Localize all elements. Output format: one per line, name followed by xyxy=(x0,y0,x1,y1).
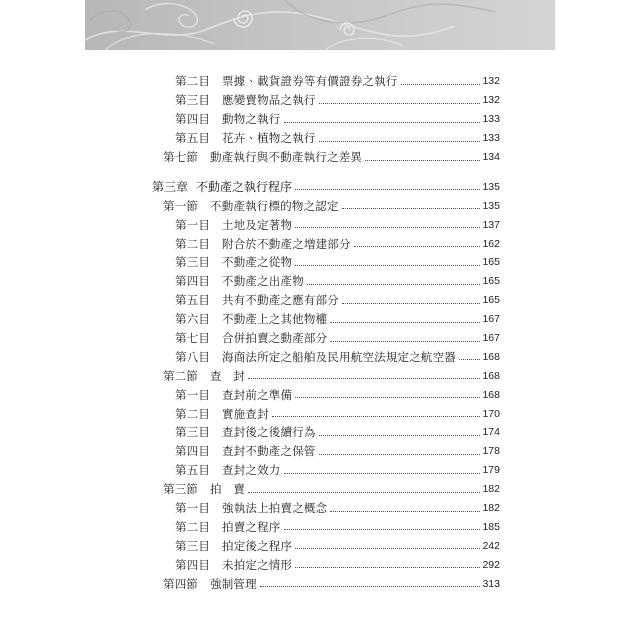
entry-label: 第五目 xyxy=(175,131,211,146)
page-number: 168 xyxy=(482,350,500,363)
dot-leader xyxy=(330,341,480,342)
entry-title: 土地及定著物 xyxy=(222,217,293,232)
dot-leader xyxy=(248,492,480,493)
page-number: 170 xyxy=(482,407,500,420)
chapter-heading xyxy=(152,177,500,196)
entry-label: 第一目 xyxy=(175,217,211,232)
entry-label: 第二目 xyxy=(175,519,211,534)
dot-leader xyxy=(284,529,481,530)
entry-label: 第二目 xyxy=(175,74,211,89)
page-number: 135 xyxy=(482,180,500,193)
toc-entry xyxy=(175,385,500,404)
dot-leader xyxy=(330,322,480,323)
chapter-title: 不動產之執行程序 xyxy=(196,180,293,195)
entry-title: 強制管理 xyxy=(210,576,257,591)
page-number: 178 xyxy=(482,445,500,458)
toc-entry xyxy=(175,499,500,518)
entry-label: 第三節 xyxy=(163,482,199,497)
dot-leader xyxy=(284,473,481,474)
entry-label: 第三目 xyxy=(175,255,211,270)
page-number: 133 xyxy=(482,132,500,145)
toc-entry xyxy=(163,574,500,593)
page-number: 179 xyxy=(482,464,500,477)
dot-leader xyxy=(319,141,481,142)
entry-label: 第二目 xyxy=(175,406,211,421)
page-number: 182 xyxy=(482,483,500,496)
dot-leader xyxy=(295,567,480,568)
entry-title: 拍定後之程序 xyxy=(222,538,293,553)
page-number: 134 xyxy=(482,151,500,163)
page-number: 168 xyxy=(482,369,500,382)
toc-entry xyxy=(175,234,500,253)
dot-leader xyxy=(295,227,480,228)
page-number: 167 xyxy=(482,313,500,326)
dot-leader xyxy=(295,397,480,398)
entry-title: 共有不動產之應有部分 xyxy=(222,293,339,308)
dot-leader xyxy=(248,378,480,379)
dot-leader xyxy=(459,359,480,360)
entry-title: 查封後之後續行為 xyxy=(222,425,316,440)
entry-title: 實施查封 xyxy=(222,406,269,421)
page-number: 165 xyxy=(482,256,500,269)
entry-title: 拍 賣 xyxy=(210,482,246,497)
dot-leader xyxy=(295,265,480,266)
page-number: 135 xyxy=(482,199,500,212)
dot-leader xyxy=(354,246,481,247)
dot-leader xyxy=(401,84,481,85)
entry-label: 第二目 xyxy=(175,236,211,251)
toc-entry xyxy=(163,480,500,499)
entry-label: 第七目 xyxy=(175,331,211,346)
entry-label: 第四目 xyxy=(175,112,211,127)
toc-entry xyxy=(175,329,500,348)
entry-title: 查 封 xyxy=(210,368,246,383)
page-number: 242 xyxy=(482,539,500,552)
page-number: 132 xyxy=(482,94,500,107)
entry-label: 第六目 xyxy=(175,312,211,327)
page-number: 182 xyxy=(482,502,500,515)
dot-leader xyxy=(295,548,480,549)
entry-label: 第八目 xyxy=(175,349,211,364)
dot-leader xyxy=(319,454,481,455)
toc-entry xyxy=(175,310,500,329)
toc-entry xyxy=(175,423,500,442)
entry-title: 應變賣物品之執行 xyxy=(222,93,316,108)
entry-title: 不動產執行標的物之認定 xyxy=(210,198,339,213)
chapter-label: 第三章 xyxy=(152,180,189,195)
dot-leader xyxy=(342,303,480,304)
entry-label: 第四目 xyxy=(175,557,211,572)
toc-entry xyxy=(175,555,500,574)
entry-title: 合併拍賣之動產部分 xyxy=(222,331,328,346)
dot-leader xyxy=(260,586,481,587)
toc-entry xyxy=(175,215,500,234)
entry-title: 查封不動產之保管 xyxy=(222,444,316,459)
toc-entry xyxy=(175,536,500,555)
entry-label: 第一節 xyxy=(163,198,199,213)
entry-label: 第四目 xyxy=(175,444,211,459)
entry-title: 票據、載貨證券等有價證券之執行 xyxy=(222,74,398,89)
entry-label: 第七節 xyxy=(163,150,199,164)
header-banner xyxy=(85,0,555,50)
page-number: 167 xyxy=(482,332,500,345)
page-number: 137 xyxy=(482,218,500,231)
dot-leader xyxy=(365,160,480,161)
toc-entry xyxy=(163,366,500,385)
entry-title: 強執法上拍賣之概念 xyxy=(222,501,328,516)
page-number: 132 xyxy=(482,75,500,88)
page-number: 165 xyxy=(482,294,500,307)
toc-entry xyxy=(175,253,500,272)
entry-title: 花卉、植物之執行 xyxy=(222,131,316,146)
entry-label: 第四目 xyxy=(175,274,211,289)
toc-entry xyxy=(175,291,500,310)
entry-label: 第一目 xyxy=(175,501,211,516)
entry-title: 不動產之出產物 xyxy=(222,274,304,289)
dot-leader xyxy=(307,284,481,285)
entry-label: 第二節 xyxy=(163,368,199,383)
table-of-contents xyxy=(0,72,640,593)
page-number: 133 xyxy=(482,113,500,126)
dot-leader xyxy=(319,103,481,104)
entry-label: 第五目 xyxy=(175,293,211,308)
page-number: 313 xyxy=(482,577,500,590)
entry-title: 不動產之從物 xyxy=(222,255,293,270)
toc-entry xyxy=(175,129,500,148)
banner-background xyxy=(85,0,555,50)
entry-title: 查封前之準備 xyxy=(222,387,293,402)
entry-label: 第一目 xyxy=(175,387,211,402)
entry-label: 第三目 xyxy=(175,93,211,108)
entry-title: 未拍定之情形 xyxy=(222,557,293,572)
page-number: 185 xyxy=(482,520,500,533)
entry-title: 海商法所定之船舶及民用航空法規定之航空器 xyxy=(222,349,456,364)
entry-title: 拍賣之程序 xyxy=(222,519,281,534)
toc-entry xyxy=(175,442,500,461)
page-number: 162 xyxy=(482,237,500,250)
page-number: 165 xyxy=(482,275,500,288)
dot-leader xyxy=(319,435,481,436)
entry-title: 不動產上之其他物權 xyxy=(222,312,328,327)
dot-leader xyxy=(272,416,481,417)
page-number: 168 xyxy=(482,388,500,401)
entry-title: 附合於不動產之增建部分 xyxy=(222,236,351,251)
toc-entry xyxy=(175,91,500,110)
toc-entry xyxy=(163,196,500,215)
entry-title: 動物之執行 xyxy=(222,112,281,127)
toc-entry xyxy=(175,110,500,129)
dot-leader xyxy=(342,208,481,209)
page-number: 292 xyxy=(482,558,500,571)
page-number: 174 xyxy=(482,426,500,439)
entry-title: 動產執行與不動產執行之差異 xyxy=(210,150,363,164)
entry-label: 第四節 xyxy=(163,576,199,591)
entry-title: 查封之效力 xyxy=(222,463,281,478)
toc-entry xyxy=(175,404,500,423)
dot-leader xyxy=(295,189,480,190)
toc-entry xyxy=(175,461,500,480)
entry-label: 第五目 xyxy=(175,463,211,478)
entry-label: 第三目 xyxy=(175,538,211,553)
toc-entry xyxy=(175,347,500,366)
dot-leader xyxy=(284,122,481,123)
toc-entry xyxy=(175,72,500,91)
dot-leader xyxy=(330,511,480,512)
toc-entry xyxy=(175,517,500,536)
entry-label: 第三目 xyxy=(175,425,211,440)
toc-entry xyxy=(163,148,500,167)
toc-entry xyxy=(175,272,500,291)
